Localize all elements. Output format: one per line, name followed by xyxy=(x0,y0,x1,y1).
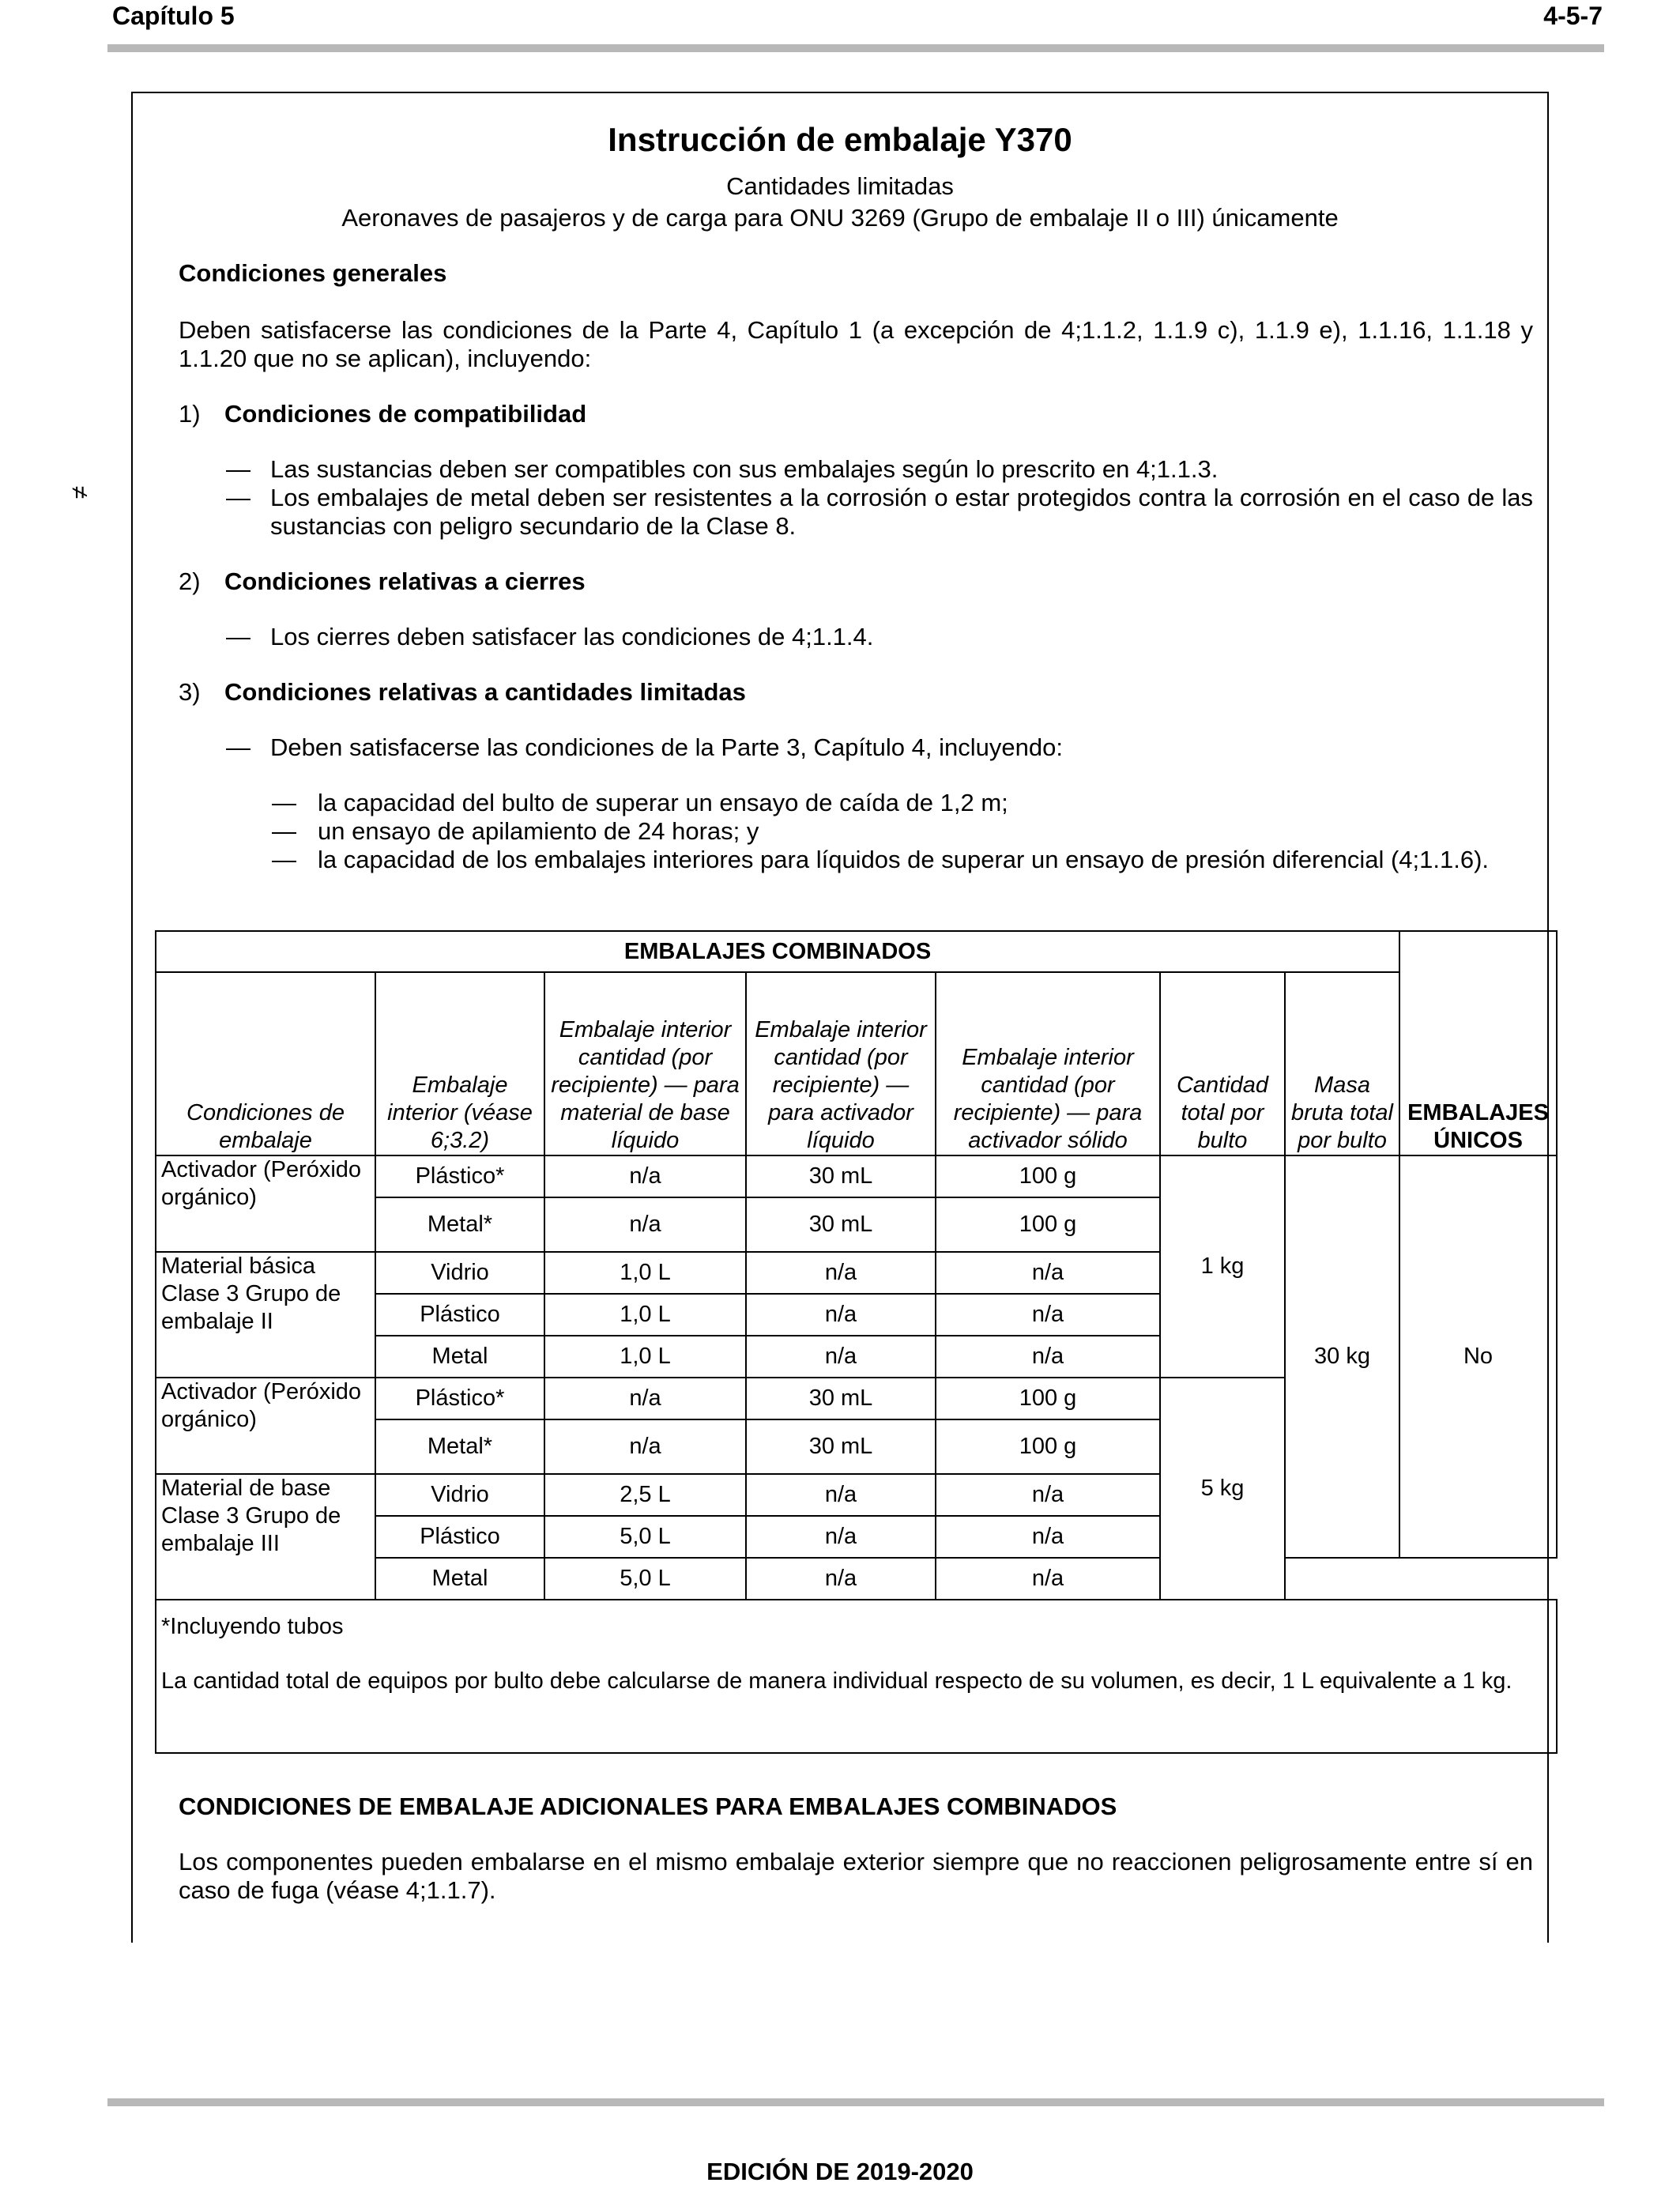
table-cell: n/a xyxy=(544,1155,746,1197)
col-header-activator-solid: Embalaje interior cantidad (por recipiente) — para activador sólido xyxy=(936,972,1160,1155)
dash-marker: — xyxy=(226,623,250,650)
section-2-heading: Condiciones relativas a cierres xyxy=(224,567,586,595)
table-cell: 100 g xyxy=(936,1197,1160,1252)
table-cell: Metal xyxy=(375,1558,544,1600)
table-cell: 30 mL xyxy=(746,1378,936,1419)
table-cell: 100 g xyxy=(936,1378,1160,1419)
general-conditions-heading: Condiciones generales xyxy=(179,259,447,287)
section-1-number: 1) xyxy=(179,400,201,428)
table-cell: n/a xyxy=(544,1419,746,1474)
table-cell: n/a xyxy=(936,1516,1160,1558)
footer-rule xyxy=(107,2098,1604,2106)
table-row xyxy=(156,1155,1557,1197)
table-cell: n/a xyxy=(936,1294,1160,1336)
table-cell: n/a xyxy=(746,1294,936,1336)
table-cell: 100 g xyxy=(936,1155,1160,1197)
group-label: Material básica Clase 3 Grupo de embalaje II xyxy=(156,1252,375,1378)
table-cell: 1,0 L xyxy=(544,1252,746,1294)
table-cell: 30 mL xyxy=(746,1197,936,1252)
page-number: 4-5-7 xyxy=(1543,2,1603,30)
single-packagings-cell: No xyxy=(1399,1155,1557,1558)
edition-footer: EDICIÓN DE 2019-2020 xyxy=(706,2158,974,2185)
group-label: Material de base Clase 3 Grupo de embalaje III xyxy=(156,1474,375,1600)
col-header-base-liquid: Embalaje interior cantidad (por recipiente) — para material de base líquido xyxy=(544,972,746,1155)
table-cell: n/a xyxy=(746,1558,936,1600)
table-cell: n/a xyxy=(746,1516,936,1558)
table-cell: Vidrio xyxy=(375,1252,544,1294)
table-cell: n/a xyxy=(936,1474,1160,1516)
table-cell: n/a xyxy=(936,1558,1160,1600)
table-cell: 5,0 L xyxy=(544,1516,746,1558)
table-cell: Plástico xyxy=(375,1516,544,1558)
additional-conditions-text: Los componentes pueden embalarse en el mismo embalaje exterior siempre que no reaccionen peligrosamente entre sí en caso de fuga (véase 4;1.1.7). xyxy=(179,1848,1533,1904)
group-label: Activador (Peróxido orgánico) xyxy=(156,1155,375,1252)
note-total-quantity: La cantidad total de equipos por bulto debe calcularse de manera individual respecto de su volumen, es decir, 1 L equivalente a 1 kg. xyxy=(161,1668,1512,1694)
single-packagings-title: EMBALAJES ÚNICOS xyxy=(1399,931,1557,1155)
subtitle-limited-quantities: Cantidades limitadas xyxy=(726,172,954,200)
section-3-heading: Condiciones relativas a cantidades limitadas xyxy=(224,678,746,706)
section-1-heading: Condiciones de compatibilidad xyxy=(224,400,587,428)
additional-conditions-heading: CONDICIONES DE EMBALAJE ADICIONALES PARA EMBALAJES COMBINADOS xyxy=(179,1793,1117,1820)
section-3-subitem-1: la capacidad del bulto de superar un ensayo de caída de 1,2 m; xyxy=(318,789,1008,816)
table-cell: 1,0 L xyxy=(544,1294,746,1336)
col-header-conditions: Condiciones de embalaje xyxy=(156,972,375,1155)
table-cell: n/a xyxy=(544,1378,746,1419)
table-cell: 100 g xyxy=(936,1419,1160,1474)
section-1-item-1: Las sustancias deben ser compatibles con sus embalajes según lo prescrito en 4;1.1.3. xyxy=(270,455,1219,483)
table-cell: n/a xyxy=(544,1197,746,1252)
total-quantity-cell: 1 kg xyxy=(1160,1155,1285,1378)
dash-marker: — xyxy=(226,733,250,761)
table-cell: Plástico* xyxy=(375,1378,544,1419)
dash-marker: — xyxy=(226,455,250,483)
section-1-item-2: Los embalajes de metal deben ser resistentes a la corrosión o estar protegidos contra la corrosión en el caso de las sustancias con peligro secundario de la Clase 8. xyxy=(270,484,1533,540)
packaging-table xyxy=(155,930,1558,1754)
table-cell: 1,0 L xyxy=(544,1336,746,1378)
table-cell: Vidrio xyxy=(375,1474,544,1516)
dash-marker: — xyxy=(272,817,296,845)
dash-marker: — xyxy=(272,789,296,816)
col-header-gross-mass: Masa bruta total por bulto xyxy=(1285,972,1399,1155)
table-cell: 5,0 L xyxy=(544,1558,746,1600)
table-cell: Metal xyxy=(375,1336,544,1378)
section-3-subitem-2: un ensayo de apilamiento de 24 horas; y xyxy=(318,817,759,845)
header-rule xyxy=(107,44,1604,52)
section-3-subitem-3: la capacidad de los embalajes interiores para líquidos de superar un ensayo de presión diferencial (4;1.1.6). xyxy=(318,846,1490,873)
table-cell: Plástico xyxy=(375,1294,544,1336)
section-3-item-1: Deben satisfacerse las condiciones de la Parte 3, Capítulo 4, incluyendo: xyxy=(270,733,1063,761)
table-cell: n/a xyxy=(746,1474,936,1516)
page-title: Instrucción de embalaje Y370 xyxy=(608,121,1072,158)
group-label: Activador (Peróxido orgánico) xyxy=(156,1378,375,1474)
section-2-number: 2) xyxy=(179,567,201,595)
section-2-item-1: Los cierres deben satisfacer las condiciones de 4;1.1.4. xyxy=(270,623,874,650)
combined-packagings-title: EMBALAJES COMBINADOS xyxy=(156,931,1399,972)
general-conditions-text: Deben satisfacerse las condiciones de la Parte 4, Capítulo 1 (a excepción de 4;1.1.2, 1.1.9 c), 1.1.9 e), 1.1.16, 1.1.18 y 1.1.20 que no se aplican), incluyendo: xyxy=(179,316,1533,372)
table-cell: 30 mL xyxy=(746,1155,936,1197)
col-header-activator-liquid: Embalaje interior cantidad (por recipiente) — para activador líquido xyxy=(746,972,936,1155)
section-3-number: 3) xyxy=(179,678,201,706)
dash-marker: — xyxy=(272,846,296,873)
table-cell: n/a xyxy=(936,1336,1160,1378)
table-notes xyxy=(156,1600,1557,1753)
dash-marker: — xyxy=(226,484,250,511)
note-tubes: *Incluyendo tubos xyxy=(161,1614,344,1639)
table-cell: Metal* xyxy=(375,1419,544,1474)
table-cell: n/a xyxy=(746,1252,936,1294)
total-quantity-cell: 5 kg xyxy=(1160,1378,1285,1600)
table-cell: 2,5 L xyxy=(544,1474,746,1516)
chapter-label: Capítulo 5 xyxy=(112,2,235,30)
col-header-total-quantity: Cantidad total por bulto xyxy=(1160,972,1285,1155)
table-cell: Plástico* xyxy=(375,1155,544,1197)
table-cell: n/a xyxy=(746,1336,936,1378)
revision-mark: ≠ xyxy=(66,485,93,499)
table-cell: 30 mL xyxy=(746,1419,936,1474)
table-cell: n/a xyxy=(936,1252,1160,1294)
col-header-inner-packaging: Embalaje interior (véase 6;3.2) xyxy=(375,972,544,1155)
subtitle-aircraft: Aeronaves de pasajeros y de carga para ONU 3269 (Grupo de embalaje II o III) únicamente xyxy=(341,204,1339,232)
table-cell: Metal* xyxy=(375,1197,544,1252)
gross-mass-cell: 30 kg xyxy=(1285,1155,1399,1558)
